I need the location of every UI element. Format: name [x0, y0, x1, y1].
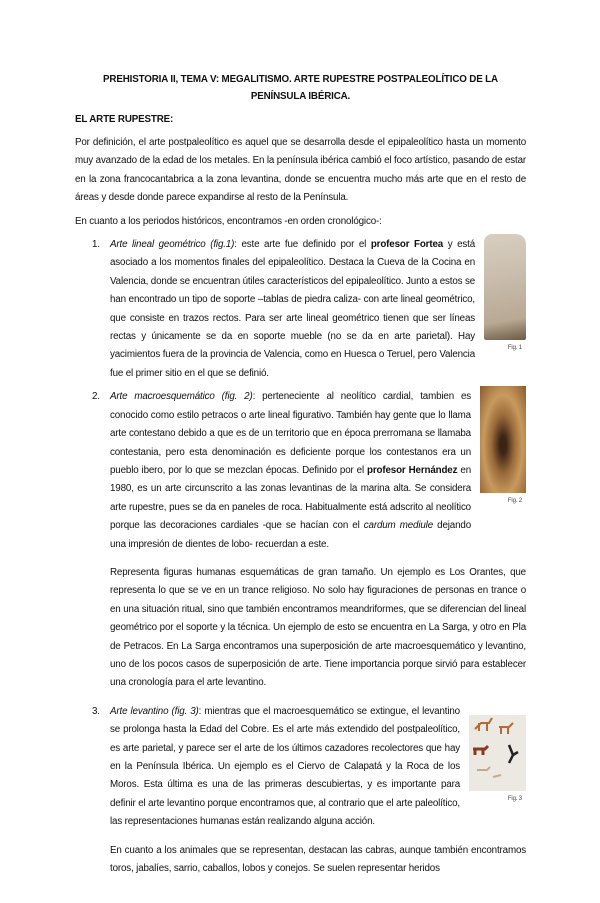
- list-item-3: [75, 703, 526, 832]
- text-run: : mientras que el macroesquemático se extingue, el levantino se prolonga hasta la Edad del Cobre. Es el arte más extendido del postpaleolítico, es arte parietal, y parece ser el arte de los últimos cazadores recolectores que hay en la Península Ibérica. Un ejemplo es el Ciervo de Calapatá y la Roca de los Moros. Esta última es una de las primeras descubiertas, y es importante para definir el arte levantino porque encontramos que, al contrario que el arte paleolítico, las representaciones humanas están realizando alguna acción.: [110, 705, 460, 828]
- rock-art-figures-icon: [469, 715, 526, 791]
- macroesquematico-paragraph: [110, 564, 526, 693]
- text-run: Por definición, el arte postpaleolítico es aquel que se desarrolla desde el epipaleolítico hasta un momento muy avanzado de la edad de los metales. En la península ibérica cambió el foco artístico, pasando de estar en la zona francocantabrica a la zona levantina, donde se encuentra mucho más arte que en el resto de áreas y desde donde parece expandirse al resto de la Península.: [75, 137, 526, 204]
- text-run: y está asociado a los momentos finales del epipaleolítico. Destaca la Cueva de la Cocina en Valencia, donde se encuentran útiles característicos del epipaleolítico. Junto a estos se han encontrado un tipo de soporte –tablas de piedra caliza- con arte lineal geométrico, que consiste en trazos rectos. Para ser arte lineal geométrico tienen que ser líneas rectas y únicamente se da en soporte mueble (no se da en arte parietal). Hay yacimientos fuera de la provincia de Valencia, como en Huesca o Teruel, pero Valencia fue el primer sitio en el que se definió.: [110, 239, 476, 379]
- figure-3-caption: Fig. 3: [507, 795, 522, 802]
- text-run: En cuanto a los animales que se representan, destacan las cabras, aunque también encontramos toros, jabalíes, sarrio, caballos, lobos y conejos. Se suelen representar heridos: [110, 844, 526, 875]
- list-number: 2.: [92, 391, 100, 403]
- list-item-2: [75, 388, 526, 554]
- list-item-macroesquematico: [110, 388, 471, 554]
- italic-text: Arte levantino (fig. 3): [110, 705, 199, 717]
- italic-text: Arte lineal geométrico (fig.1): [110, 239, 235, 251]
- bold-text: profesor Fortea: [370, 239, 444, 251]
- list-number: 1.: [92, 239, 100, 251]
- text-run: dejando una impresión de dientes de lobo- recuerdan a este.: [110, 520, 471, 550]
- text-run: Representa figuras humanas esquemáticas de gran tamaño. Un ejemplo es Los Orantes, que representa lo que se ve en un trance religioso. No solo hay figuraciones de personas en trance o en una situación ritual, sino que también encontramos meandriformes, que se diferencian del lineal geométrico por el soporte y la técnica. Un ejemplo de esto se encuentra en La Sarga, y otro en Pla de Petracos. En La Sarga encontramos una superposición de arte macroesquemático y levantino, uno de los pocos casos de superposición de arte. Tiene importancia porque sirvió para establecer una cronología para el arte levantino.: [110, 566, 526, 689]
- intro-paragraph: [75, 134, 526, 208]
- figure-2-image: [480, 386, 526, 493]
- document-title: PREHISTORIA II, TEMA V: MEGALITISMO. ARTE RUPESTRE POSTPALEOLÍTICO DE LA PENÍNSULA IBÉRICA.: [103, 74, 498, 102]
- levantino-animals-paragraph: [110, 842, 526, 879]
- list-item-levantino: [110, 703, 460, 832]
- figure-1-caption: Fig. 1: [507, 345, 522, 352]
- periods-intro: [75, 213, 526, 231]
- section-heading: EL ARTE RUPESTRE:: [75, 114, 174, 125]
- list-item-lineal-geometrico: [110, 236, 475, 383]
- text-run: : perteneciente al neolítico cardial, tambien es conocido como estilo petracos o arte lineal figurativo. También hay gente que lo llama arte contestano debido a que es de un territorio que en época prerromana se llamaba contestania, pero esta denominación es deficiente porque los contestanos era un pueblo ibero, por lo que se mezclan épocas. Definido por el: [110, 391, 471, 476]
- italic-text: Arte macroesquemático (fig. 2): [110, 391, 253, 403]
- list-number: 3.: [92, 705, 100, 717]
- figure-3-image: [469, 715, 526, 791]
- text-run: : este arte fue definido por el: [234, 239, 371, 251]
- text-run: En cuanto a los periodos históricos, encontramos -en orden cronológico-:: [75, 215, 382, 227]
- figure-2-caption: Fig. 2: [507, 498, 522, 505]
- figure-1-image: [484, 234, 526, 340]
- text-run: en 1980, es un arte circunscrito a las zonas levantinas de la marina alta. Se considera arte rupestre, pues se da en paneles de roca. Habitualmente está adscrito al neolítico porque las decoraciones cardiales -que se hacían con el: [110, 464, 471, 532]
- italic-text: cardum mediule: [363, 520, 433, 532]
- bold-text: profesor Hernández: [367, 464, 458, 476]
- list-item-1: [75, 236, 526, 383]
